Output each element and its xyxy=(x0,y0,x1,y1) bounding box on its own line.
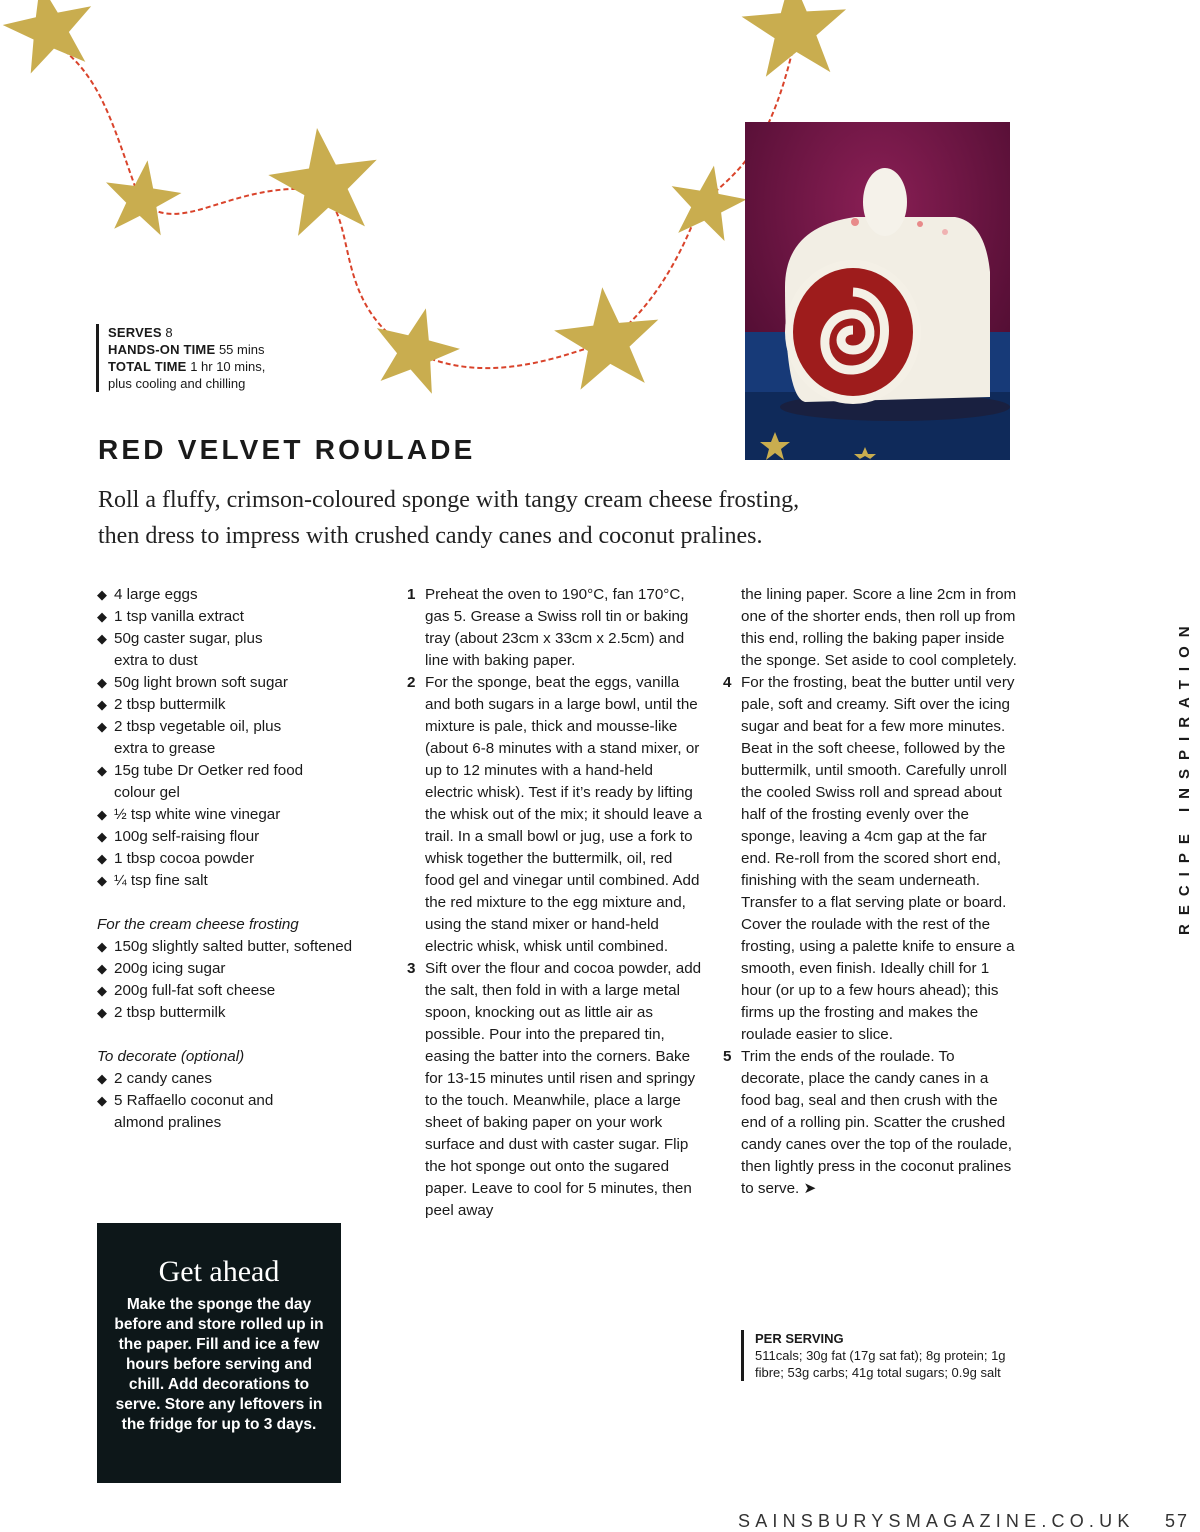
get-ahead-box xyxy=(97,1223,341,1483)
ingredient-item: ◆ 2 candy canes xyxy=(97,1068,397,1090)
star-icon xyxy=(0,0,102,77)
star-icon xyxy=(664,159,752,244)
ingredient-item: ◆ 15g tube Dr Oetker red food colour gel xyxy=(97,760,304,804)
star-icon xyxy=(550,282,665,392)
method-column-2 xyxy=(723,584,1018,1200)
recipe-title: RED VELVET ROULADE xyxy=(98,434,476,465)
ingredient-item: ◆ ¼ tsp fine salt xyxy=(97,870,397,892)
get-ahead-title: Get ahead xyxy=(158,1255,280,1288)
ingredient-item: ◆ 2 tbsp buttermilk xyxy=(97,694,397,716)
frosting-list xyxy=(97,936,397,1024)
ingredient-item: ◆ 1 tsp vanilla extract xyxy=(97,606,397,628)
ingredients-column xyxy=(97,584,397,1134)
ingredient-item: ◆ 1 tbsp cocoa powder xyxy=(97,848,397,870)
method-step-3 xyxy=(407,958,702,1222)
star-icon xyxy=(365,298,468,398)
method-step-5 xyxy=(723,1046,1018,1200)
get-ahead-text: Make the sponge the day before and store rolled up in the paper. Fill and ice a few hours before serving and chill. Add decorations to serve. Store any leftovers in the fridge for up to 3 days. xyxy=(114,1296,324,1433)
ingredient-item: ◆ 2 tbsp vegetable oil, plus extra to grease xyxy=(97,716,319,760)
serves-value: 8 xyxy=(165,325,173,340)
step-text: Sift over the flour and cocoa powder, add the salt, then fold in with a large metal spoon, knocking out as little air as possible. Pour into the prepared tin, easing the batter into the corners. Bake for 13-15 minutes until risen and springy to the touch. Meanwhile, place a large sheet of baking paper on your work surface and dust with caster sugar. Flip the hot sponge out onto the sugared paper. Leave to cool for 5 minutes, then peel away xyxy=(425,960,702,1219)
method-step-2 xyxy=(407,672,702,958)
serves-label: SERVES xyxy=(108,325,162,340)
decorate-subheading: To decorate (optional) xyxy=(97,1048,245,1065)
roulade-photo xyxy=(745,122,1010,460)
frosting-subheading: For the cream cheese frosting xyxy=(97,916,299,933)
star-icon xyxy=(739,0,850,78)
ingredient-item: ◆ 100g self-raising flour xyxy=(97,826,397,848)
step-text: For the frosting, beat the butter until very pale, soft and creamy. Sift over the icing sugar and beat for a few more minutes. Beat in the soft cheese, followed by the buttermilk, until smooth. Carefully unroll the cooled Swiss roll and spread about half of the frosting evenly over the sponge, leaving a 4cm gap at the far end. Re-roll from the scored short end, finishing with the seam underneath. Transfer to a flat serving plate or board. Cover the roulade with the rest of the frosting, using a palette knife to ensure a smooth, even finish. Ideally chill for 1 hour (or up to a few hours ahead); this firms up the frosting and makes the roulade easier to slice. xyxy=(741,674,1015,1043)
star-icon xyxy=(263,120,386,238)
ingredient-item: ◆ 4 large eggs xyxy=(97,584,397,606)
ingredient-item: ◆ 200g full-fat soft cheese xyxy=(97,980,397,1002)
step-text: Preheat the oven to 190°C, fan 170°C, gas 5. Grease a Swiss roll tin or baking tray (about 23cm x 33cm x 2.5cm) and line with baking paper. xyxy=(425,586,689,669)
method-step-4 xyxy=(723,672,1018,1046)
recipe-meta xyxy=(96,324,368,392)
step-number: 3 xyxy=(407,960,416,977)
ingredient-item: ◆ 5 Raffaello coconut and almond pralines xyxy=(97,1090,284,1134)
step-text: For the sponge, beat the eggs, vanilla and both sugars in a large bowl, until the mixture is pale, thick and mousse-like (about 6-8 minutes with a stand mixer, or up to 12 minutes with a hand-held electric whisk). Test if it’s ready by lifting the whisk out of the mix; it should leave a trail. In a small bowl or jug, use a fork to whisk together the buttermilk, oil, red food gel and vinegar until combined. Add the red mixture to the egg mixture and, using the stand mixer or hand-held electric whisk, whisk until combined. xyxy=(425,674,702,955)
intro-line-2: then dress to impress with crushed candy canes and coconut pralines. xyxy=(98,523,763,549)
step-number: 5 xyxy=(723,1048,732,1065)
hands-on-label: HANDS-ON TIME xyxy=(108,342,216,357)
ingredient-item: ◆ 200g icing sugar xyxy=(97,958,397,980)
step-number: 2 xyxy=(407,674,416,691)
page-number: 57 xyxy=(1165,1511,1190,1531)
step-number: 1 xyxy=(407,586,416,603)
footer-url: SAINSBURYSMAGAZINE.CO.UK xyxy=(738,1511,1135,1531)
total-time-label: TOTAL TIME xyxy=(108,359,187,374)
total-time-value: 1 hr 10 mins, xyxy=(190,359,266,374)
ingredient-item: ◆ ½ tsp white wine vinegar xyxy=(97,804,397,826)
step-text: Trim the ends of the roulade. To decorate, place the candy canes in a food bag, seal and then crush with the end of a rolling pin. Scatter the crushed candy canes over the top of the roulade, then lightly press in the coconut pralines to serve. ➤ xyxy=(741,1048,1013,1197)
per-serving-text: 511cals; 30g fat (17g sat fat); 8g protein; 1g fibre; 53g carbs; 41g total sugars; 0.9g salt xyxy=(755,1348,1006,1380)
section-label: RECIPE INSPIRATION xyxy=(1176,617,1193,935)
intro-line-1: Roll a fluffy, crimson-coloured sponge with tangy cream cheese frosting, xyxy=(98,487,800,513)
ingredient-item: ◆ 50g caster sugar, plus extra to dust xyxy=(97,628,284,672)
method-step-1 xyxy=(407,584,702,672)
total-time-note: plus cooling and chilling xyxy=(108,376,246,391)
step-number: 4 xyxy=(723,674,732,691)
recipe-intro xyxy=(98,482,858,554)
ingredient-item: ◆ 50g light brown soft sugar xyxy=(97,672,397,694)
per-serving-block xyxy=(741,1330,1015,1381)
decorate-list xyxy=(97,1068,397,1134)
ingredients-list xyxy=(97,584,397,892)
method-step-3-continued: the lining paper. Score a line 2cm in from one of the shorter ends, then roll up from this end, rolling the baking paper inside the sponge. Set aside to cool completely. xyxy=(741,586,1017,669)
method-column-1 xyxy=(407,584,702,1222)
ingredient-item: ◆ 150g slightly salted butter, softened xyxy=(97,936,397,958)
ingredient-item: ◆ 2 tbsp buttermilk xyxy=(97,1002,397,1024)
hands-on-value: 55 mins xyxy=(218,342,265,357)
per-serving-label: PER SERVING xyxy=(755,1331,844,1346)
star-icon xyxy=(100,155,185,237)
